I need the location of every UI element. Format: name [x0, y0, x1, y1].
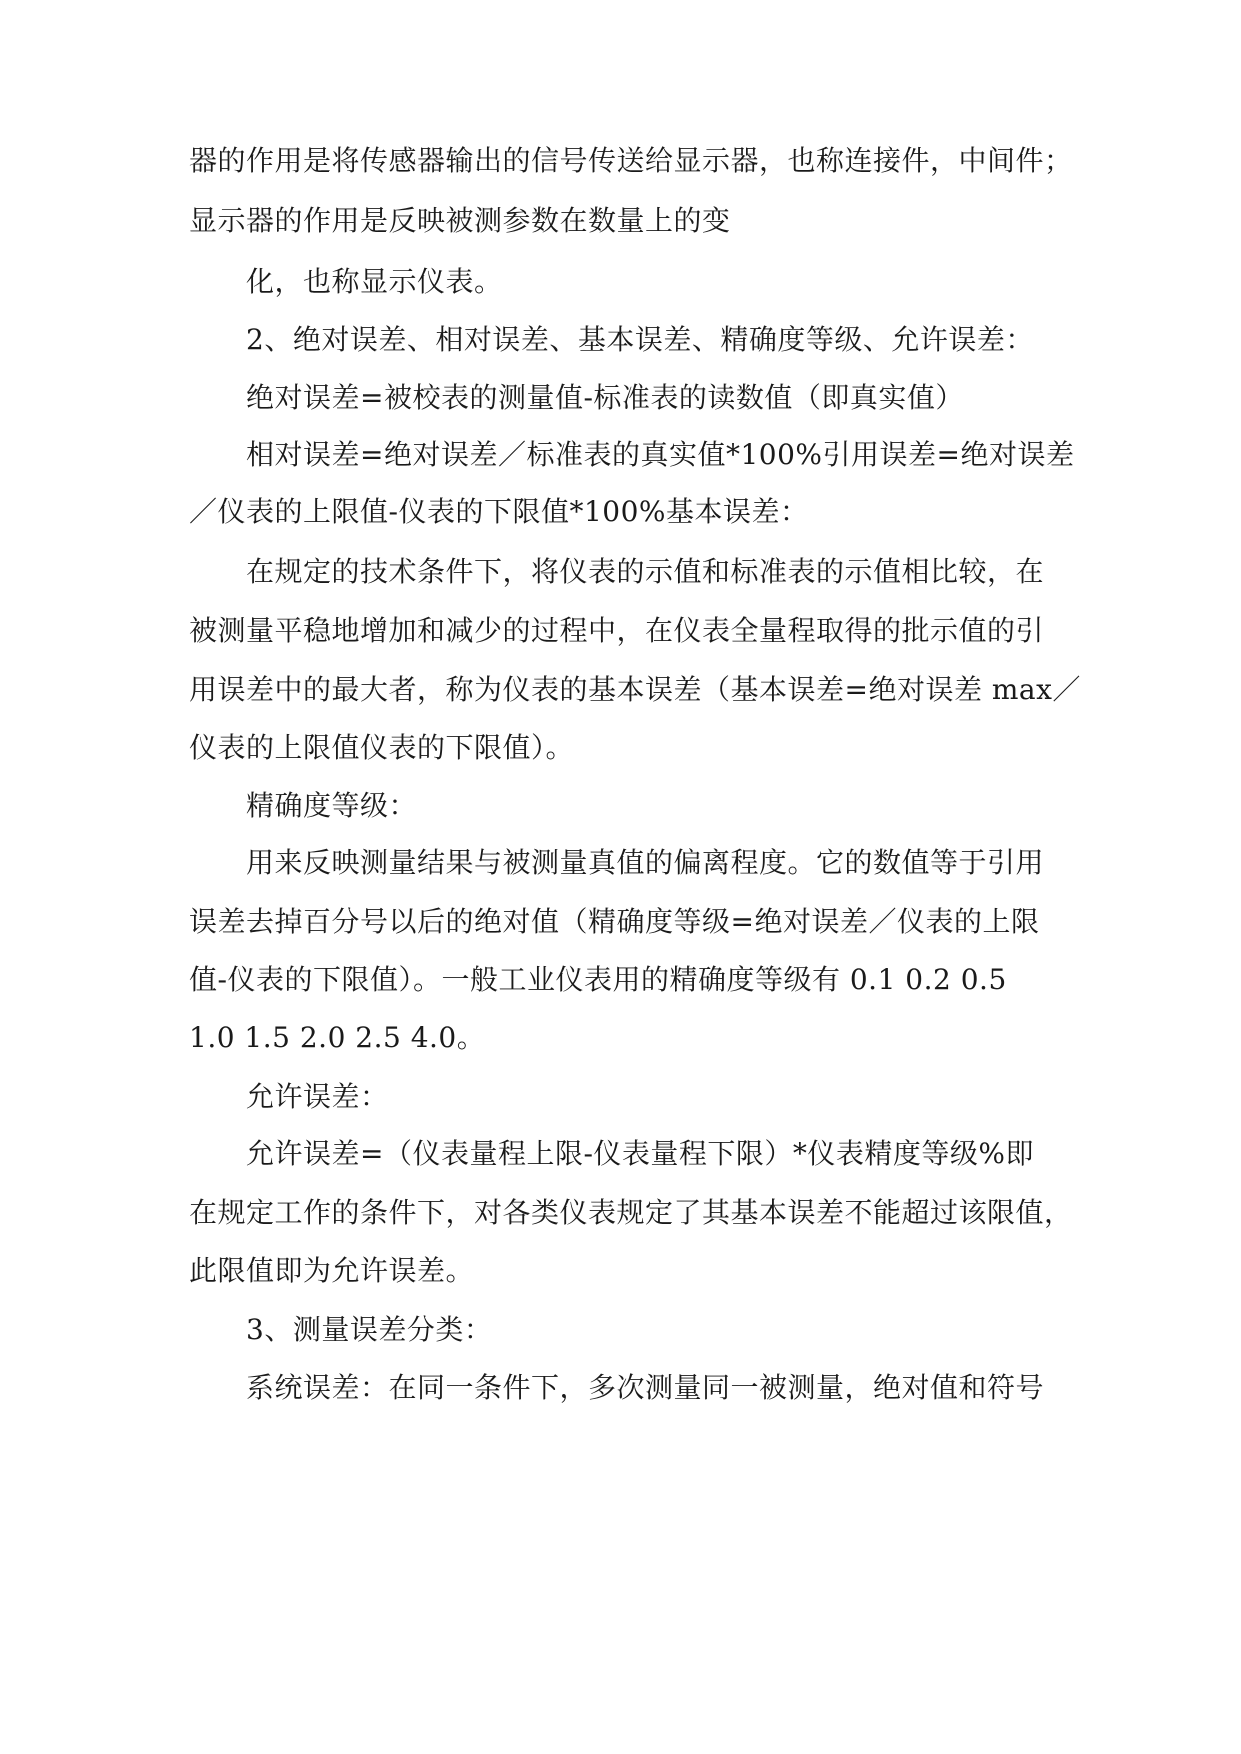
section-heading-error-classification: 3、测量误差分类： — [246, 1313, 493, 1346]
text-line-19: 在规定工作的条件下，对各类仪表规定了其基本误差不能超过该限值， — [189, 1196, 1073, 1229]
text-line-9: 被测量平稳地增加和减少的过程中，在仪表全量程取得的批示值的引 — [189, 614, 1045, 647]
text-line-18: 允许误差=（仪表量程上限-仪表量程下限）*仪表精度等级%即 — [246, 1137, 1035, 1170]
text-line-2: 显示器的作用是反映被测参数在数量上的变 — [189, 204, 731, 237]
text-line-22: 系统误差：在同一条件下，多次测量同一被测量，绝对值和符号 — [246, 1371, 1045, 1404]
text-line-10: 用误差中的最大者，称为仪表的基本误差（基本误差=绝对误差 max／ — [189, 673, 1081, 706]
text-line-20: 此限值即为允许误差。 — [189, 1254, 475, 1287]
section-heading-allowable-error: 允许误差： — [246, 1080, 389, 1113]
section-heading-accuracy-class: 精确度等级： — [246, 789, 418, 822]
text-line-8: 在规定的技术条件下，将仪表的示值和标准表的示值相比较，在 — [246, 555, 1045, 588]
text-line-15: 值-仪表的下限值）。一般工业仪表用的精确度等级有 0.1 0.2 0.5 — [189, 963, 1007, 996]
text-line-5: 绝对误差=被校表的测量值-标准表的读数值（即真实值） — [246, 381, 964, 414]
text-line-14: 误差去掉百分号以后的绝对值（精确度等级=绝对误差／仪表的上限 — [189, 905, 1040, 938]
text-line-1: 器的作用是将传感器输出的信号传送给显示器，也称连接件，中间件； — [189, 144, 1073, 177]
text-line-11: 仪表的上限值仪表的下限值）。 — [189, 731, 575, 764]
text-line-6: 相对误差=绝对误差／标准表的真实值*100%引用误差=绝对误差 — [246, 438, 1075, 471]
text-line-3: 化，也称显示仪表。 — [246, 265, 503, 298]
text-line-13: 用来反映测量结果与被测量真值的偏离程度。它的数值等于引用 — [246, 846, 1045, 879]
text-line-16: 1.0 1.5 2.0 2.5 4.0。 — [189, 1021, 486, 1054]
text-line-7: ／仪表的上限值-仪表的下限值*100%基本误差： — [189, 495, 809, 528]
text-line-4: 2、绝对误差、相对误差、基本误差、精确度等级、允许误差： — [246, 323, 1034, 356]
